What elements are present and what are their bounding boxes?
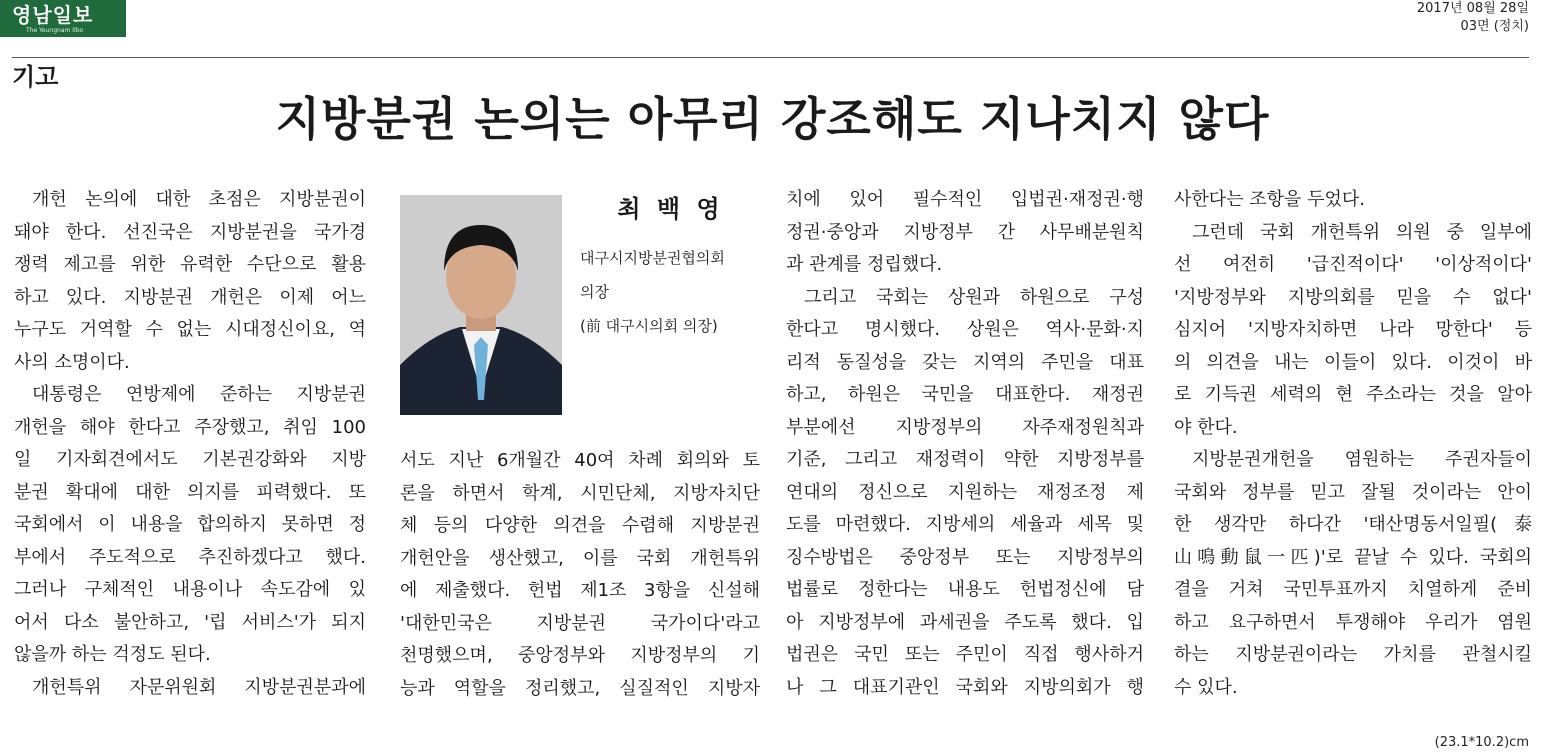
article-line: 개헌 논의에 대한 초점은 지방분권이 (32, 189, 366, 210)
article-line: 하고, 하원은 국민을 대표한다. 재정권 (786, 384, 1144, 405)
author-role (580, 241, 765, 343)
issue-date: 2017년 08월 28일 (1416, 1, 1529, 16)
article-line: 山鳴動鼠一匹)'로 끝날 수 있다. 국회의 (1174, 546, 1532, 568)
article-line: 개헌을 해야 한다고 주장했고, 취임 100 (14, 416, 366, 438)
article-line: 그리고 국회는 상원과 하원으로 구성 (804, 286, 1144, 308)
portrait-illustration (400, 195, 562, 415)
article-line: 분권 확대에 대한 의지를 피력했다. 또 (14, 481, 366, 503)
author-role-line: (前 대구시의회 의장) (580, 317, 718, 335)
article-line: 리적 동질성을 갖는 지역의 주민을 대표 (786, 351, 1144, 373)
article-column-4 (1174, 184, 1532, 704)
article-line: 서도 지난 6개월간 40여 차례 회의와 토 (400, 450, 760, 471)
author-photo (400, 195, 562, 415)
article-column-1 (14, 184, 366, 704)
logo-subtitle: The Yeungnam Ilbo (26, 27, 84, 34)
article-line: 누구도 거역할 수 없는 시대정신이요, 역 (14, 319, 366, 340)
article-line: 법권은 국민 또는 주민이 직접 행사하거 (786, 644, 1144, 665)
article-line: 국회와 정부를 믿고 잘될 것이라는 안이 (1174, 481, 1532, 503)
headline: 지방분권 논의는 아무리 강조해도 지나치지 않다 (275, 92, 1270, 146)
header-divider (12, 57, 1529, 58)
article-line: 결을 거쳐 국민투표까지 치열하게 준비 (1174, 579, 1532, 600)
article-column-3 (786, 184, 1144, 704)
article-line: 론을 하면서 학계, 시민단체, 지방자치단 (400, 482, 760, 504)
article-column-2 (400, 445, 760, 705)
article-line: '지방정부와 지방의회를 믿을 수 없다' (1174, 286, 1532, 308)
section-label: 기고 (12, 63, 59, 91)
author-name: 최 백 영 (617, 194, 724, 223)
article-line: 법률로 정한다는 내용도 헌법정신에 담 (786, 579, 1144, 600)
article-line: 치에 있어 필수적인 입법권·재정권·행 (786, 189, 1144, 210)
article-line: 부분에선 지방정부의 자주재정원칙과 (786, 416, 1144, 438)
author-role-line: 의장 (580, 283, 609, 301)
issue-meta (1417, 0, 1529, 36)
article-line: 일 기자회견에서도 기본권강화와 지방 (14, 449, 366, 470)
article-line: '대한민국은 지방분권 국가이다'라고 (400, 612, 760, 634)
article-line: 않을까 하는 걱정도 된다. (14, 644, 211, 665)
article-line: 개헌안을 생산했고, 이를 국회 개헌특위 (400, 547, 760, 569)
article-line: 도를 마련했다. 지방세의 세율과 세목 및 (786, 514, 1144, 535)
newspaper-logo (0, 0, 126, 37)
article-line: 어서 다소 불안하고, '립 서비스'가 되지 (14, 611, 366, 633)
article-line: 사한다는 조항을 두었다. (1174, 189, 1366, 210)
article-line: 연대의 정신으로 지원하는 재정조정 제 (786, 481, 1144, 503)
article-line: 부에서 주도적으로 추진하겠다고 했다. (14, 546, 366, 568)
article-line: 정권·중앙과 지방정부 간 사무배분원칙 (786, 221, 1144, 243)
article-line: 그러나 구체적인 내용이나 속도감에 있 (14, 579, 366, 600)
article-line: 국회에서 이 내용을 합의하지 못하면 정 (14, 514, 366, 535)
article-line: 수 있다. (1174, 676, 1238, 698)
article-line: 에 제출했다. 헌법 제1조 3항을 신설해 (400, 580, 760, 601)
article-line: 나 그 대표기관인 국회와 지방의회가 행 (786, 676, 1144, 698)
article-line: 하는 지방분권이라는 가치를 관철시킬 (1174, 644, 1532, 665)
article-line: 하고 있다. 지방분권 개헌은 이제 어느 (14, 286, 366, 308)
article-line: 사의 소명이다. (14, 351, 130, 373)
article-line: 한 생각만 하다간 '태산명동서일필(泰 (1174, 514, 1532, 535)
article-line: 그런데 국회 개헌특위 의원 중 일부에 (1192, 221, 1532, 243)
article-line: 지방분권개헌을 염원하는 주권자들이 (1192, 449, 1532, 470)
article-line: 야 한다. (1174, 416, 1238, 438)
article-line: 돼야 한다. 선진국은 지방분권을 국가경 (14, 221, 366, 243)
article-line: 징수방법은 중앙정부 또는 지방정부의 (786, 546, 1144, 568)
article-line: 하고 요구하면서 투쟁해야 우리가 염원 (1174, 611, 1532, 633)
article-line: 기준, 그리고 재정력이 약한 지방정부를 (786, 449, 1144, 470)
article-line: 심지어 '지방자치하면 나라 망한다' 등 (1174, 319, 1532, 340)
author-role-line: 대구시지방분권협의회 (580, 249, 725, 267)
article-line: 아 지방정부에 과세권을 주도록 했다. 입 (786, 611, 1144, 633)
logo-name: 영남일보 (12, 3, 94, 27)
issue-page: 03면 (정치) (1460, 19, 1529, 34)
article-line: 과 관계를 정립했다. (786, 254, 943, 275)
article-line: 의 의견을 내는 이들이 있다. 이것이 바 (1174, 351, 1532, 373)
article-line: 로 기득권 세력의 현 주소라는 것을 알아 (1174, 384, 1532, 405)
article-line: 선 여전히 '급진적이다' '이상적이다' (1174, 254, 1532, 275)
article-line: 체 등의 다양한 의견을 수렴해 지방분권 (400, 515, 760, 536)
article-line: 대통령은 연방제에 준하는 지방분권 (32, 384, 366, 405)
article-line: 한다고 명시했다. 상원은 역사·문화·지 (786, 319, 1144, 340)
article-line: 천명했으며, 중앙정부와 지방정부의 기 (400, 645, 760, 666)
size-note: (23.1*10.2)cm (1434, 735, 1529, 750)
article-line: 쟁력 제고를 위한 유력한 수단으로 활용 (14, 254, 366, 275)
article-line: 개헌특위 자문위원회 지방분권분과에 (32, 676, 366, 698)
article-line: 능과 역할을 정리했고, 실질적인 지방자 (400, 677, 760, 699)
